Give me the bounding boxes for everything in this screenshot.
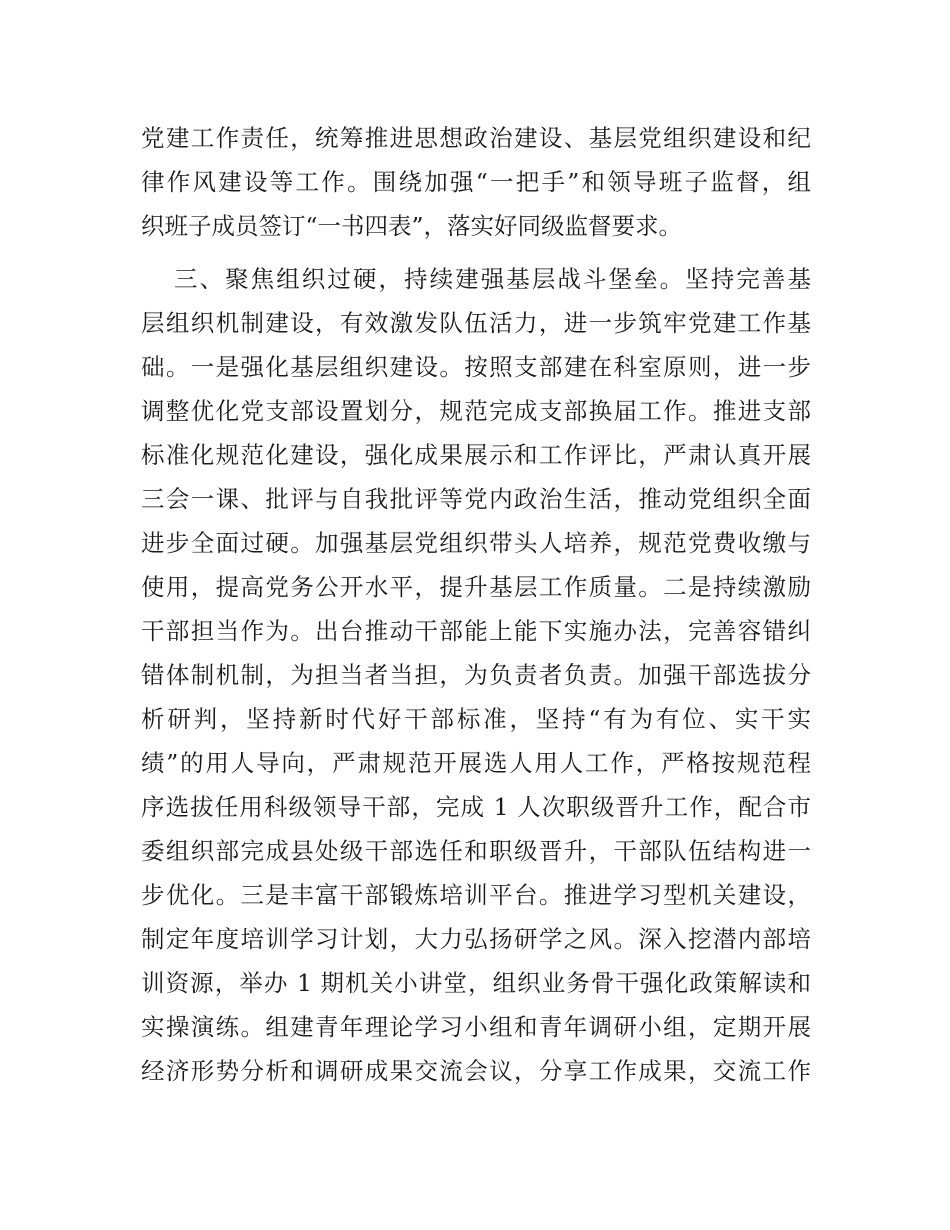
paragraph-1-line-3: 织班子成员签订“一书四表”，落实好同级监督要求。 — [141, 212, 683, 240]
paragraph-2-line-11: 析研判，坚持新时代好干部标准，坚持“有为有位、实干实 — [141, 705, 811, 733]
paragraph-2-line-14: 委组织部完成县处级干部选任和职级晋升，干部队伍结构进一 — [141, 837, 811, 865]
paragraph-2-line-17: 训资源，举办 1 期机关小讲堂，组织业务骨干强化政策解读和 — [141, 969, 811, 997]
paragraph-1-line-2: 律作风建设等工作。围绕加强“一把手”和领导班子监督，组 — [141, 168, 811, 196]
paragraph-2-line-19: 经济形势分析和调研成果交流会议，分享工作成果，交流工作 — [141, 1057, 811, 1085]
paragraph-2-line-6: 三会一课、批评与自我批评等党内政治生活，推动党组织全面 — [141, 485, 811, 513]
paragraph-2-line-10: 错体制机制，为担当者当担，为负责者负责。加强干部选拔分 — [141, 661, 811, 689]
paragraph-2-line-3: 础。一是强化基层组织建设。按照支部建在科室原则，进一步 — [141, 353, 811, 381]
paragraph-2-line-12: 绩”的用人导向，严肃规范开展选人用人工作，严格按规范程 — [141, 749, 811, 777]
paragraph-2-line-15: 步优化。三是丰富干部锻炼培训平台。推进学习型机关建设， — [141, 881, 811, 909]
paragraph-2-line-2: 层组织机制建设，有效激发队伍活力，进一步筑牢党建工作基 — [141, 309, 811, 337]
paragraph-2-line-4: 调整优化党支部设置划分，规范完成支部换届工作。推进支部 — [141, 397, 811, 425]
paragraph-2-line-1: 三、聚焦组织过硬，持续建强基层战斗堡垒。坚持完善基 — [174, 265, 811, 293]
paragraph-2-line-13: 序选拔任用科级领导干部，完成 1 人次职级晋升工作，配合市 — [141, 793, 811, 821]
paragraph-2-line-9: 干部担当作为。出台推动干部能上能下实施办法，完善容错纠 — [141, 617, 811, 645]
paragraph-2-line-18: 实操演练。组建青年理论学习小组和青年调研小组，定期开展 — [141, 1013, 811, 1041]
paragraph-2-line-16: 制定年度培训学习计划，大力弘扬研学之风。深入挖潜内部培 — [141, 925, 811, 953]
paragraph-1-line-1: 党建工作责任，统筹推进思想政治建设、基层党组织建设和纪 — [141, 124, 811, 152]
paragraph-2-line-7: 进步全面过硬。加强基层党组织带头人培养，规范党费收缴与 — [141, 529, 811, 557]
paragraph-2-line-5: 标准化规范化建设，强化成果展示和工作评比，严肃认真开展 — [141, 441, 811, 469]
paragraph-2-line-8: 使用，提高党务公开水平，提升基层工作质量。二是持续激励 — [141, 573, 811, 601]
